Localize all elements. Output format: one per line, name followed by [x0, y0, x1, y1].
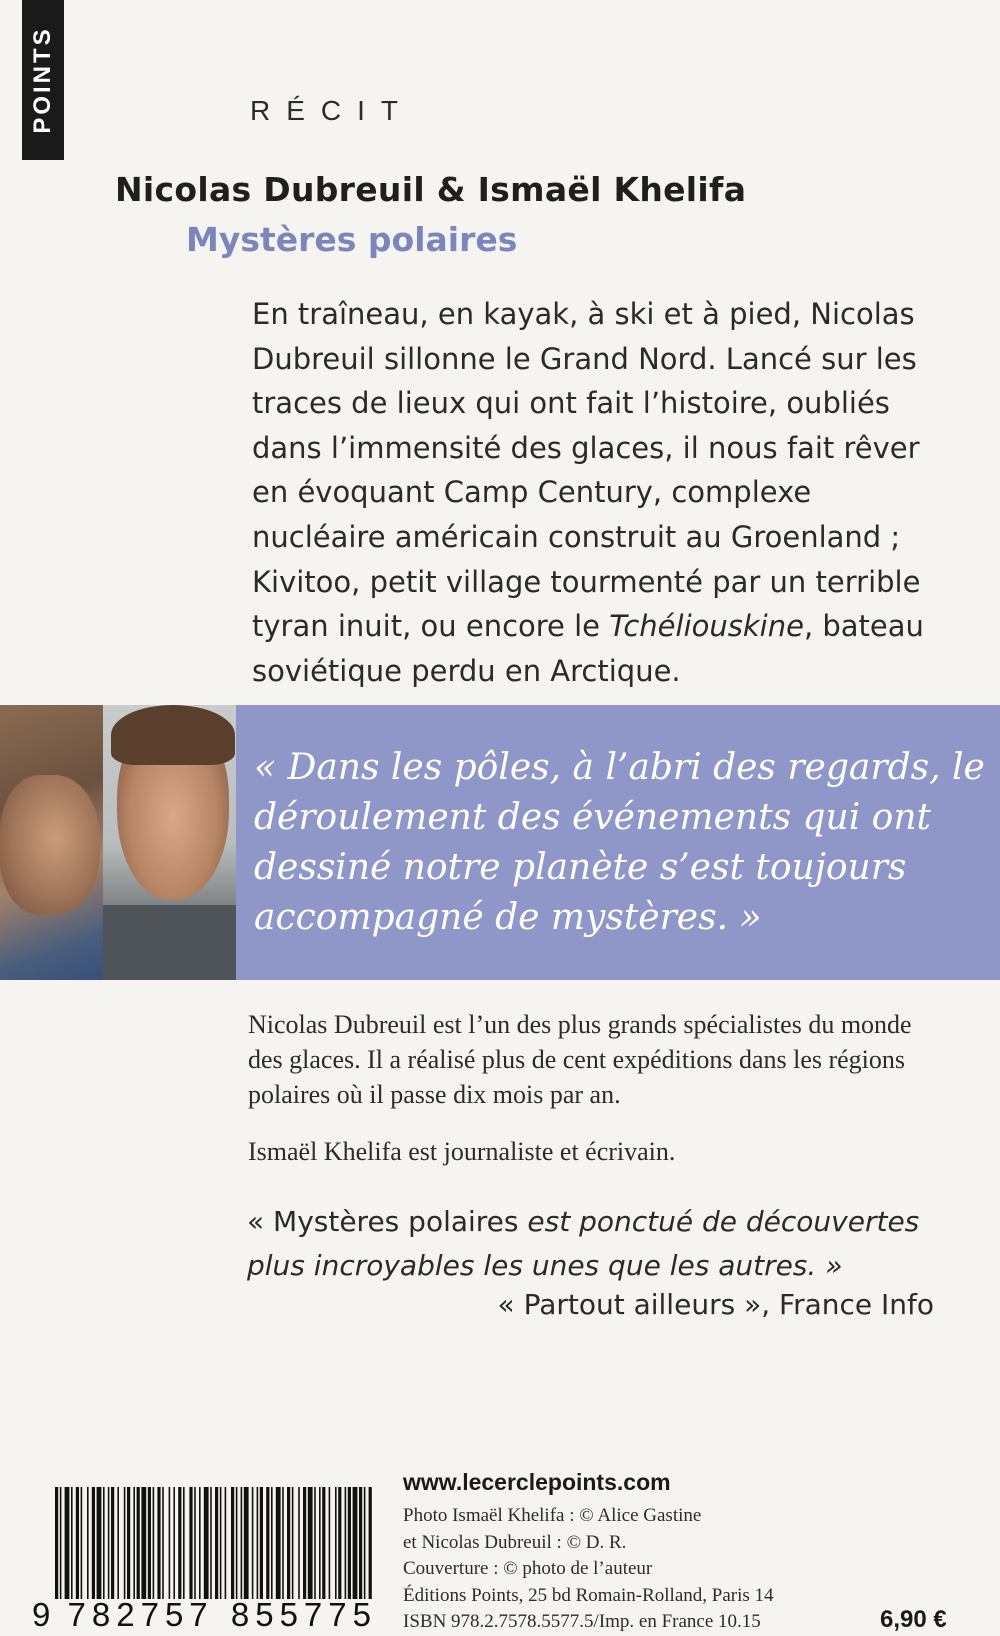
barcode-bar — [329, 1487, 331, 1599]
barcode-bar — [359, 1487, 362, 1599]
barcode-bar — [133, 1487, 135, 1599]
barcode-bar — [236, 1487, 238, 1599]
publisher-tab-label: POINTS — [29, 26, 56, 134]
barcode-bar — [76, 1487, 79, 1599]
barcode-bar — [225, 1487, 227, 1599]
barcode — [55, 1487, 373, 1599]
website-link[interactable]: www.lecerclepoints.com — [403, 1469, 671, 1495]
barcode-bar — [369, 1487, 372, 1599]
barcode-bar — [252, 1487, 254, 1599]
barcode-bar — [241, 1487, 243, 1599]
quote-band — [236, 705, 1000, 980]
barcode-bar — [178, 1487, 181, 1599]
price: 6,90 € — [880, 1606, 947, 1633]
book-title: Mystères polaires — [186, 220, 518, 259]
barcode-bar — [204, 1487, 209, 1599]
barcode-digits — [32, 1596, 377, 1634]
barcode-bar — [81, 1487, 83, 1599]
barcode-bar — [215, 1487, 218, 1599]
barcode-bar — [87, 1487, 89, 1599]
barcode-bar — [137, 1487, 140, 1599]
barcode-bar — [260, 1487, 263, 1599]
barcode-bar — [303, 1487, 306, 1599]
barcode-bar — [319, 1487, 321, 1599]
review-quote: « Mystères polaires est ponctué de découvertes plus incroyables les unes que les autres. » — [247, 1205, 920, 1282]
barcode-bar — [71, 1487, 73, 1599]
barcode-bar — [210, 1487, 212, 1599]
barcode-bar — [308, 1487, 313, 1599]
barcode-bar — [194, 1487, 196, 1599]
authors: Nicolas Dubreuil & Ismaël Khelifa — [115, 170, 747, 209]
barcode-bar — [266, 1487, 269, 1599]
barcode-bar — [157, 1487, 160, 1599]
barcode-bar — [60, 1487, 62, 1599]
barcode-bar — [97, 1487, 102, 1599]
credit-line: Photo Ismaël Khelifa : © Alice Gastine — [403, 1505, 702, 1526]
credit-line: Éditions Points, 25 bd Romain-Rolland, Paris 14 — [403, 1584, 774, 1606]
barcode-bar — [173, 1487, 175, 1599]
barcode-digit-group: 9 — [32, 1596, 51, 1633]
barcode-bar — [271, 1487, 273, 1599]
credit-line: et Nicolas Dubreuil : © D. R. — [403, 1531, 627, 1553]
barcode-bar — [220, 1487, 222, 1599]
barcode-bar — [124, 1487, 126, 1599]
barcode-digit-group: 782757 — [67, 1596, 214, 1633]
photo-ismael-khelifa — [103, 705, 236, 980]
barcode-bar — [169, 1487, 171, 1599]
barcode-bar — [231, 1487, 234, 1599]
barcode-bar — [348, 1487, 351, 1599]
barcode-bar — [108, 1487, 110, 1599]
genre-label: RÉCIT — [250, 95, 414, 126]
barcode-bar — [292, 1487, 294, 1599]
barcode-bar — [314, 1487, 316, 1599]
barcode-bar — [298, 1487, 300, 1599]
barcode-bar — [127, 1487, 130, 1599]
barcode-bar — [338, 1487, 341, 1599]
review-text: est ponctué de découvertes plus incroyables les unes que les autres. » — [247, 1205, 920, 1282]
barcode-bar — [287, 1487, 290, 1599]
barcode-bar — [153, 1487, 155, 1599]
barcode-bar — [141, 1487, 146, 1599]
summary — [252, 292, 952, 693]
summary-italic: Tchéliouskine — [609, 609, 804, 644]
barcode-bar — [92, 1487, 95, 1599]
bio-dubreuil-text: Nicolas Dubreuil est l’un des plus grands spécialistes du monde des glaces. Il a réalisé plus de cent expéditions dans les régions polaires où il passe dix mois par an. — [248, 1010, 912, 1109]
barcode-bar — [117, 1487, 119, 1599]
barcode-bar — [257, 1487, 259, 1599]
barcode-bar — [183, 1487, 185, 1599]
summary-part1: En traîneau, en kayak, à ski et à pied, Nicolas Dubreuil sillonne le Grand Nord. Lancé sur les traces de lieux qui ont fait l’histoire, oubliés dans l’immensité des glaces, il nous fait rêver en évoquant Camp Century, complexe nucléaire américain construit au Groenland ; Kivitoo, petit village tourmenté par un terrible tyran inuit, ou encore le — [252, 297, 921, 644]
barcode-bar — [65, 1487, 70, 1599]
barcode-bar — [364, 1487, 366, 1599]
barcode-bar — [199, 1487, 201, 1599]
barcode-bar — [345, 1487, 347, 1599]
bio-khelifa: Ismaël Khelifa est journaliste et écrivain. — [248, 1137, 676, 1166]
barcode-bar — [162, 1487, 164, 1599]
review-source: « Partout ailleurs », France Info — [497, 1288, 934, 1321]
review-book-title: Mystères polaires — [273, 1205, 519, 1238]
barcode-bar — [335, 1487, 337, 1599]
barcode-bar — [189, 1487, 192, 1599]
bio-dubreuil — [248, 1007, 948, 1112]
barcode-bar — [148, 1487, 151, 1599]
credit-line: ISBN 978.2.7578.5577.5/Imp. en France 10.15 — [403, 1611, 761, 1632]
publisher-tab — [22, 0, 64, 160]
credit-line: Couverture : © photo de l’auteur — [403, 1558, 653, 1579]
pull-quote: « Dans les pôles, à l’abri des regards, le déroulement des événements qui ont dessiné notre planète s’est toujours accompagné de mystères. » — [254, 747, 985, 938]
barcode-bar — [244, 1487, 249, 1599]
barcode-bar — [353, 1487, 358, 1599]
barcode-bar — [103, 1487, 105, 1599]
barcode-bar — [111, 1487, 114, 1599]
barcode-bar — [282, 1487, 284, 1599]
photo-nicolas-dubreuil — [0, 705, 103, 980]
barcode-bar — [55, 1487, 58, 1599]
barcode-bar — [276, 1487, 281, 1599]
barcode-bar — [322, 1487, 325, 1599]
colophon-credits — [403, 1503, 903, 1636]
barcode-digit-group: 855775 — [230, 1596, 377, 1633]
summary-part2: , bateau soviétique perdu en Arctique. — [252, 609, 924, 688]
author-photos — [0, 705, 236, 980]
